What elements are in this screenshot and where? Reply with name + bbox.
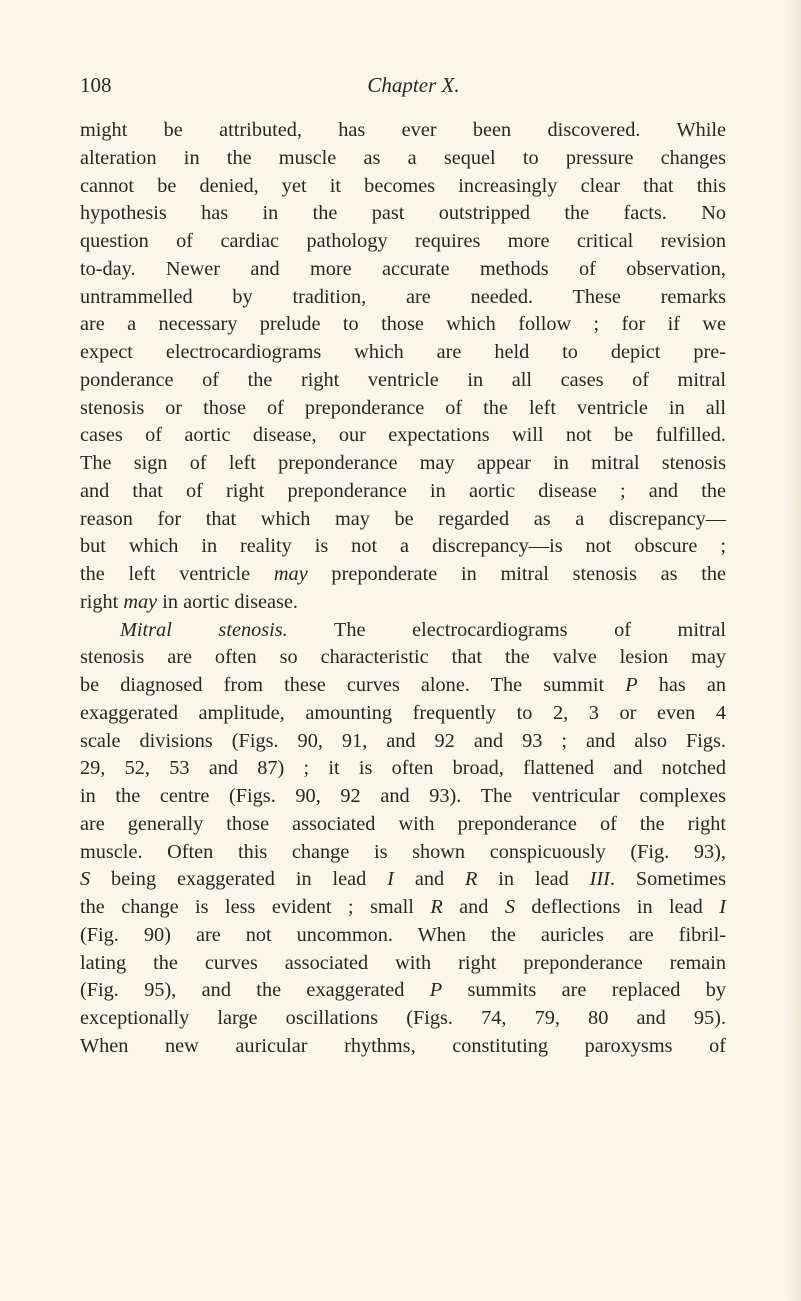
text-segment: and	[393, 868, 466, 891]
text-segment: are a necessary prelude to those which follow ; for if we	[80, 313, 726, 336]
text-line	[80, 811, 726, 839]
italic-text: Mitral stenosis.	[120, 618, 288, 641]
text-segment: alteration in the muscle as a sequel to pressure changes	[80, 146, 726, 169]
text-line	[80, 256, 726, 284]
text-segment: When new auricular rhythms, constituting paroxysms of	[80, 1034, 726, 1057]
text-segment: The sign of left preponderance may appear in mitral stenosis	[80, 452, 726, 474]
italic-text: I	[387, 868, 394, 891]
text-line	[80, 950, 726, 978]
italic-text: I	[719, 896, 726, 918]
text-segment: The electrocardiograms of mitral	[287, 618, 726, 641]
running-head: Chapter X.	[367, 73, 460, 97]
text-line	[80, 117, 726, 145]
text-segment: stenosis are often so characteristic that the valve lesion may	[80, 646, 726, 669]
italic-text: S	[80, 868, 91, 891]
text-segment: cases of aortic disease, our expectations will not be fulfilled.	[80, 424, 726, 447]
text-segment: stenosis or those of preponderance of the left ventricle in all	[80, 396, 726, 419]
italic-text: P	[625, 674, 638, 696]
text-segment: preponderate in mitral stenosis as the	[307, 563, 726, 585]
text-line	[80, 506, 726, 534]
text-line	[80, 589, 726, 617]
text-segment: and that of right preponderance in aortic disease ; and the	[80, 479, 726, 502]
text-segment: hypothesis has in the past outstripped the facts. No	[80, 202, 726, 225]
text-segment: summits are replaced by	[442, 979, 726, 1002]
text-segment: scale divisions (Figs. 90, 91, and 92 and 93 ; and also Figs.	[80, 729, 726, 752]
text-segment: (Fig. 95), and the exaggerated	[80, 979, 430, 1002]
text-segment: question of cardiac pathology requires more critical revision	[80, 230, 726, 252]
text-segment: lating the curves associated with right preponderance remain	[80, 951, 726, 974]
text-line	[80, 450, 726, 478]
text-segment: being exaggerated in lead	[90, 868, 388, 891]
text-line	[80, 200, 726, 228]
text-segment: reason for that which may be regarded as a discrepancy—	[80, 507, 726, 530]
text-segment: untrammelled by tradition, are needed. These remarks	[80, 285, 726, 308]
text-line	[80, 894, 726, 922]
text-line	[80, 145, 726, 173]
text-segment: might be attributed, has ever been discovered. While	[80, 119, 726, 141]
italic-text: P	[429, 979, 443, 1002]
text-segment: muscle. Often this change is shown conspicuously (Fig. 93),	[80, 840, 726, 863]
text-line	[80, 672, 726, 700]
text-segment: and	[442, 896, 505, 918]
text-line	[80, 783, 726, 811]
italic-text: III	[589, 868, 610, 891]
text-line	[80, 839, 726, 867]
text-line	[80, 755, 726, 783]
text-line	[80, 339, 726, 367]
text-segment: be diagnosed from these curves alone. The summit	[80, 674, 626, 696]
page-number: 108	[80, 73, 112, 97]
text-segment: cannot be denied, yet it becomes increasingly clear that this	[80, 174, 726, 197]
text-segment: ponderance of the right ventricle in all cases of mitral	[80, 368, 726, 391]
text-segment: the left ventricle	[80, 563, 274, 585]
italic-text: R	[430, 896, 443, 918]
italic-text: may	[273, 563, 308, 585]
text-line	[80, 395, 726, 423]
text-line	[80, 728, 726, 756]
text-segment: (Fig. 90) are not uncommon. When the auricles are fibril-	[80, 923, 726, 946]
text-line	[80, 644, 726, 672]
text-line	[80, 311, 726, 339]
text-line	[80, 533, 726, 561]
text-line	[80, 478, 726, 506]
text-line	[80, 977, 726, 1005]
text-segment: expect electrocardiograms which are held to depict pre-	[80, 341, 726, 363]
text-line	[80, 866, 726, 894]
text-segment: to-day. Newer and more accurate methods of observation,	[80, 257, 726, 280]
text-segment: the change is less evident ; small	[80, 896, 431, 918]
text-segment: in lead	[477, 868, 590, 891]
text-segment: exaggerated amplitude, amounting frequently to 2, 3 or even 4	[80, 701, 726, 724]
body-text	[80, 117, 726, 1061]
italic-text: S	[504, 896, 516, 918]
text-segment: exceptionally large oscillations (Figs. 74, 79, 80 and 95).	[80, 1007, 726, 1029]
text-line	[80, 700, 726, 728]
italic-text: R	[465, 868, 478, 891]
text-segment: in aortic disease.	[157, 590, 298, 613]
text-line	[80, 173, 726, 201]
text-line	[80, 1033, 726, 1061]
italic-text: may	[123, 590, 158, 613]
text-line	[80, 1005, 726, 1033]
text-line	[80, 284, 726, 312]
text-segment: are generally those associated with preponderance of the right	[80, 812, 726, 835]
text-segment: but which in reality is not a discrepancy—is not obscure ;	[80, 535, 726, 558]
text-line	[80, 561, 726, 589]
text-segment: in the centre (Figs. 90, 92 and 93). The ventricular complexes	[80, 785, 726, 807]
text-segment: right	[80, 590, 124, 613]
text-segment: 29, 52, 53 and 87) ; it is often broad, flattened and notched	[80, 757, 726, 780]
text-line	[80, 367, 726, 395]
text-line	[80, 922, 726, 950]
text-line	[80, 422, 726, 450]
page-edge-shadow	[787, 0, 801, 1301]
text-line	[80, 617, 726, 645]
text-segment: . Sometimes	[609, 868, 727, 891]
text-segment: has an	[637, 674, 726, 696]
text-segment: deflections in lead	[515, 896, 720, 918]
text-line	[80, 228, 726, 256]
